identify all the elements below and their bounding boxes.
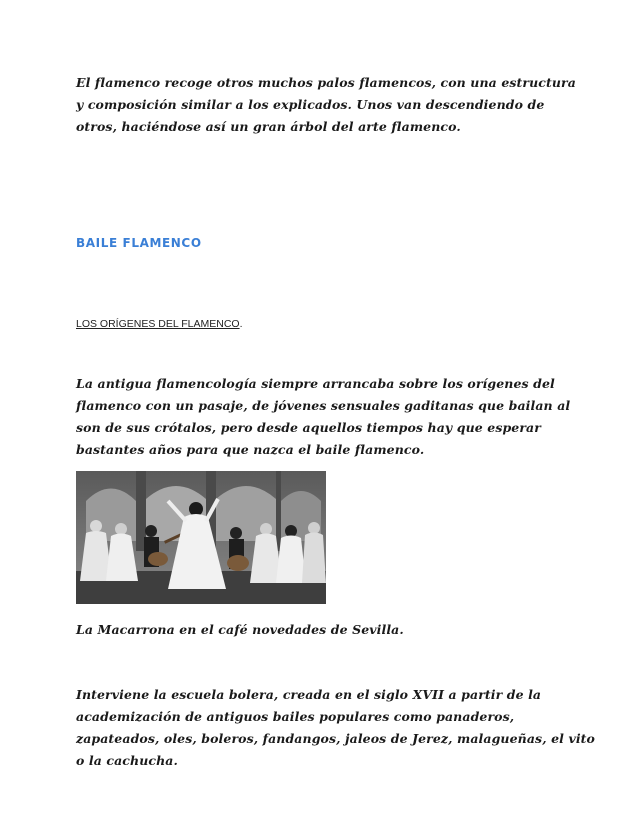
origins-paragraph: La antigua flamencología siempre arrancaba sobre los orígenes del flamenco con un pasaje, de jóvenes sensuales gaditanas que bailan al son de sus crótalos, pero desde aquellos tiempos hay que esperar bastantes años para que nazca el baile flamenco. (76, 376, 571, 457)
bolera-paragraph: Interviene la escuela bolera, creada en el siglo XVII a partir de la academización de antiguos bailes populares como panaderos, zapateados, oles, boleros, fandangos, jaleos de Jerez, malagueñas, el vito o la cachucha. (76, 687, 595, 768)
section-heading: BAILE FLAMENCO (76, 236, 202, 250)
photo-caption: La Macarrona en el café novedades de Sevilla. (76, 622, 404, 637)
intro-paragraph: El flamenco recoge otros muchos palos flamencos, con una estructura y composición similar a los explicados. Unos van descendiendo de otros, haciéndose así un gran árbol del arte flamenco. (76, 75, 576, 134)
subsection-heading (76, 318, 243, 330)
flamenco-photo (76, 471, 326, 604)
subsection-heading-suffix: . (239, 318, 243, 330)
subsection-heading-text: LOS ORÍGENES DEL FLAMENCO (76, 318, 240, 330)
